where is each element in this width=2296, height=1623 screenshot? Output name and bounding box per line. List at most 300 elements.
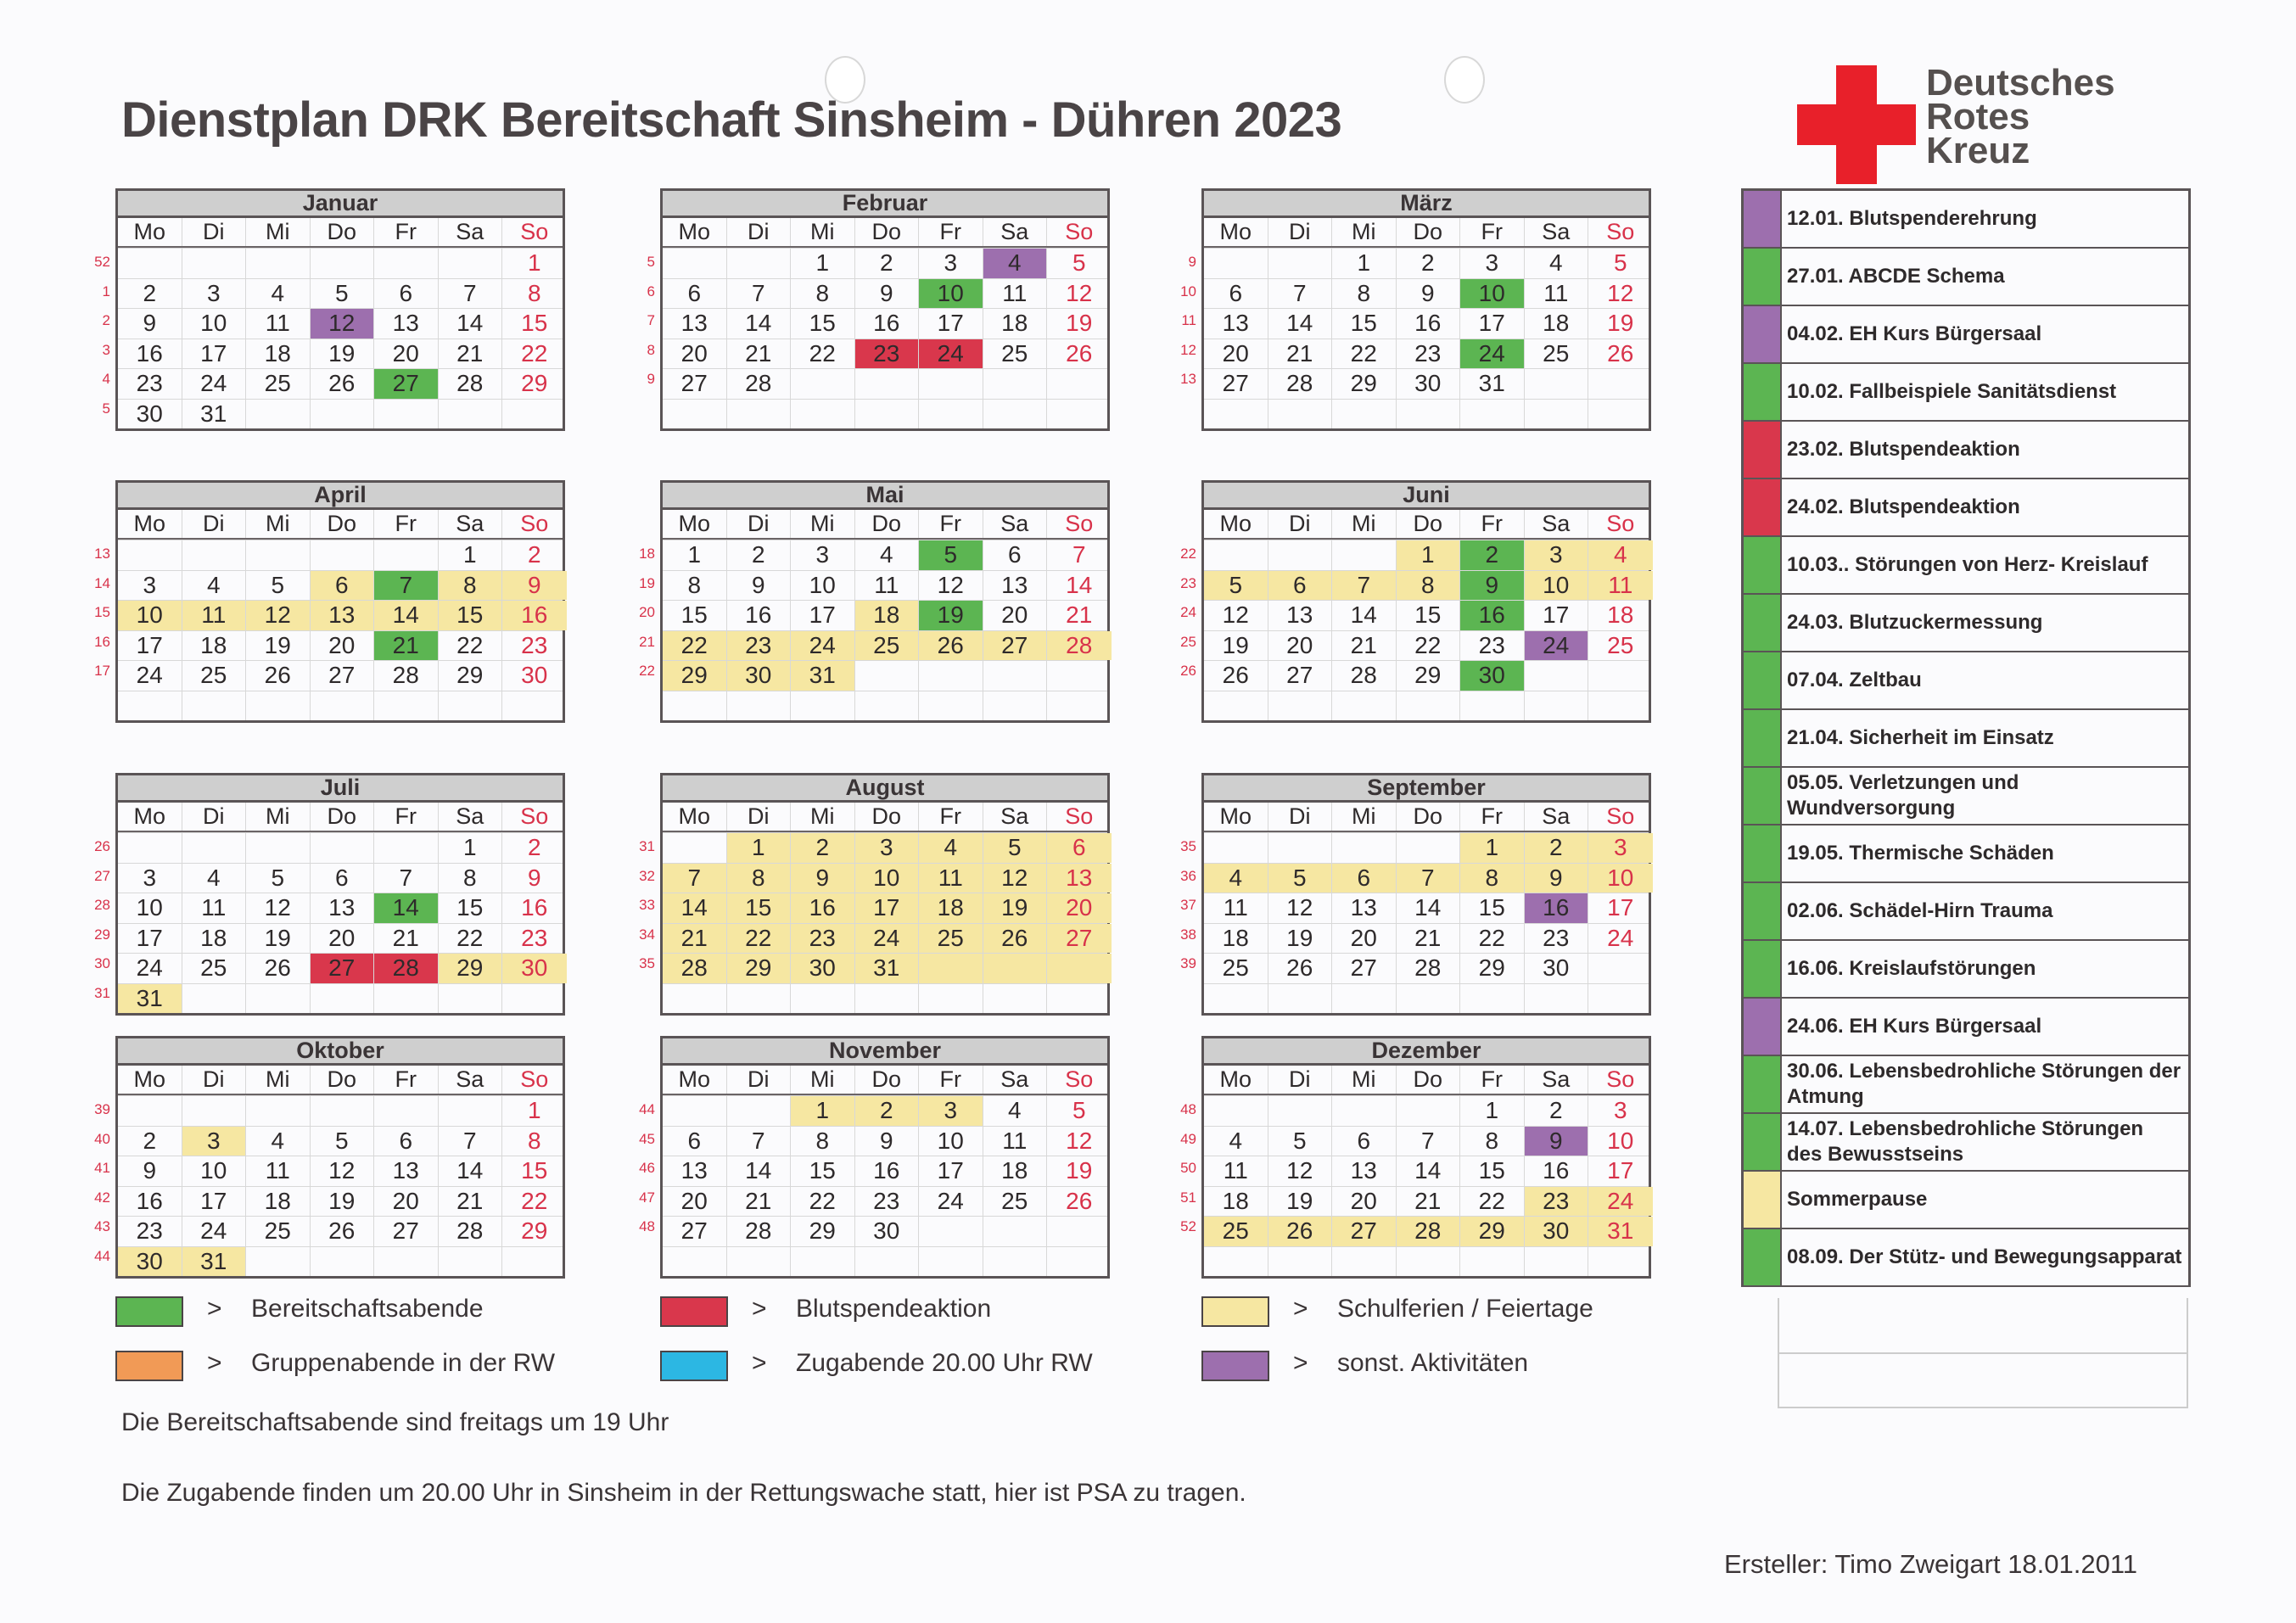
day-cell: 19	[311, 1187, 375, 1217]
event-row	[1744, 1114, 2188, 1172]
empty-day-cell	[1332, 691, 1397, 721]
logo-text	[1926, 62, 2115, 171]
event-color-swatch	[1744, 768, 1782, 824]
day-cell: 27	[1332, 1217, 1397, 1246]
day-cell: 29	[1397, 661, 1461, 691]
day-cell: 14	[1332, 601, 1397, 630]
week-number: 33	[639, 897, 655, 913]
empty-day-cell	[983, 984, 1048, 1014]
day-cell: 29	[1460, 954, 1525, 983]
day-cell: 29	[1460, 1217, 1525, 1246]
day-cell: 17	[182, 339, 247, 369]
empty-day-cell	[727, 249, 792, 278]
day-cell: 5	[1613, 249, 1627, 276]
month-grid	[660, 510, 1110, 723]
empty-day-cell	[855, 400, 920, 429]
day-cell: 4	[1588, 540, 1653, 570]
week-numbers	[1166, 832, 1196, 979]
legend-swatch-red	[660, 1296, 728, 1327]
day-cell: 13	[1047, 864, 1112, 893]
week-number: 32	[639, 867, 655, 884]
day-cell: 9	[1525, 864, 1589, 893]
week-row	[1204, 278, 1649, 309]
empty-day-cell	[1588, 691, 1653, 721]
day-cell: 2	[527, 834, 541, 860]
week-row	[118, 570, 563, 601]
day-cell: 4	[246, 1127, 311, 1156]
week-number: 24	[1180, 604, 1196, 620]
day-cell: 2	[1525, 1096, 1589, 1126]
empty-day-cell	[439, 249, 503, 278]
month-dezember	[1180, 1036, 1651, 1279]
day-cell: 17	[919, 1156, 983, 1186]
day-cell: 9	[1525, 1127, 1589, 1156]
month-grid	[115, 1066, 565, 1279]
month-grid	[1201, 803, 1651, 1016]
event-text: 02.06. Schädel-Hirn Trauma	[1787, 899, 2053, 922]
day-cell: 26	[1268, 954, 1333, 983]
week-number: 9	[647, 371, 655, 387]
empty-day-cell	[1397, 691, 1461, 721]
week-number: 12	[1180, 341, 1196, 358]
day-cell: 1	[791, 1096, 855, 1126]
day-cell: 17	[1607, 1157, 1634, 1184]
event-row	[1744, 1172, 2188, 1229]
day-cell: 21	[1066, 602, 1093, 628]
day-cell: 1	[527, 1097, 541, 1123]
day-cell: 30	[502, 954, 567, 983]
day-cell: 24	[182, 1217, 247, 1246]
weekday-label: So	[520, 1066, 549, 1092]
empty-day-cell	[311, 400, 375, 429]
day-cell: 20	[1268, 631, 1333, 661]
weekday-label: Do	[1397, 218, 1461, 246]
day-cell: 24	[118, 661, 182, 691]
day-cell: 24	[1525, 631, 1589, 661]
day-cell: 30	[521, 662, 548, 688]
day-cell: 23	[855, 1187, 920, 1217]
day-cell: 11	[246, 309, 311, 339]
legend-swatch-orange	[115, 1351, 183, 1381]
day-cell: 13	[1268, 601, 1333, 630]
day-cell: 10	[182, 309, 247, 339]
day-cell: 28	[374, 661, 439, 691]
week-row	[663, 1216, 1107, 1246]
day-cell: 30	[727, 661, 792, 691]
day-cell: 28	[1047, 631, 1112, 661]
day-cell: 7	[439, 1127, 503, 1156]
empty-day-cell	[311, 249, 375, 278]
day-cell: 22	[727, 924, 792, 954]
day-cell: 17	[1525, 601, 1589, 630]
event-color-swatch	[1744, 191, 1782, 247]
empty-day-cell	[1332, 400, 1397, 429]
week-number: 38	[1180, 926, 1196, 943]
week-row	[118, 691, 563, 721]
weekday-label: Mi	[1332, 218, 1397, 246]
page-title: Dienstplan DRK Bereitschaft Sinsheim - Dühren 2023	[121, 92, 1342, 148]
empty-day-cell	[439, 691, 503, 721]
week-numbers	[624, 248, 655, 395]
day-cell: 14	[727, 309, 792, 339]
day-cell: 7	[663, 864, 727, 893]
weekday-label: Di	[182, 1066, 247, 1094]
day-cell: 19	[1204, 631, 1268, 661]
day-cell: 7	[1332, 571, 1397, 601]
day-cell: 6	[983, 540, 1048, 570]
weekday-label: Mo	[663, 1066, 727, 1094]
empty-day-cell	[1460, 691, 1525, 721]
week-row	[1204, 308, 1649, 339]
event-row	[1744, 710, 2188, 768]
empty-day-cell	[663, 1096, 727, 1126]
day-cell: 29	[663, 661, 727, 691]
week-number: 50	[1180, 1160, 1196, 1176]
day-cell: 21	[663, 924, 727, 954]
empty-day-cell	[1204, 1096, 1268, 1126]
day-cell: 27	[663, 1217, 727, 1246]
month-grid	[660, 1066, 1110, 1279]
empty-day-cell	[1268, 1247, 1333, 1277]
weekday-header	[663, 218, 1107, 248]
day-cell: 19	[1607, 310, 1634, 336]
empty-day-cell	[1047, 400, 1112, 429]
week-number: 51	[1180, 1189, 1196, 1206]
day-cell: 9	[791, 864, 855, 893]
empty-day-cell	[311, 833, 375, 863]
week-number: 9	[1188, 254, 1196, 270]
event-text: 12.01. Blutspenderehrung	[1787, 207, 2037, 230]
weekday-label: Di	[182, 803, 247, 831]
day-cell: 26	[983, 924, 1048, 954]
event-text: 24.06. EH Kurs Bürgersaal	[1787, 1015, 2042, 1038]
weekday-label: Do	[855, 1066, 920, 1094]
empty-day-cell	[1204, 984, 1268, 1014]
weekday-label: Sa	[983, 218, 1048, 246]
day-cell: 26	[311, 1217, 375, 1246]
week-row	[1204, 1156, 1649, 1186]
empty-day-cell	[983, 1247, 1048, 1277]
day-cell: 26	[246, 954, 311, 983]
day-cell: 13	[1332, 893, 1397, 923]
week-numbers	[1166, 248, 1196, 395]
week-row	[663, 691, 1107, 721]
day-cell: 1	[439, 540, 503, 570]
month-märz	[1180, 188, 1651, 431]
empty-day-cell	[246, 691, 311, 721]
day-cell: 7	[727, 279, 792, 309]
week-row	[118, 540, 563, 570]
event-color-swatch	[1744, 249, 1782, 305]
week-row	[663, 983, 1107, 1014]
day-cell: 20	[1204, 339, 1268, 369]
day-cell: 29	[1332, 369, 1397, 399]
day-cell: 25	[246, 369, 311, 399]
weekday-label: Mo	[118, 510, 182, 538]
day-cell: 9	[527, 864, 541, 891]
weekday-label: Mo	[1204, 1066, 1268, 1094]
empty-day-cell	[118, 1096, 182, 1126]
empty-day-cell	[983, 1217, 1048, 1246]
month-august	[639, 773, 1110, 1016]
day-cell: 18	[246, 339, 311, 369]
week-row	[663, 540, 1107, 570]
red-cross-logo-icon	[1797, 65, 1916, 184]
event-color-swatch	[1744, 941, 1782, 997]
weekday-label: Mo	[118, 1066, 182, 1094]
weekday-label: Sa	[1525, 510, 1589, 538]
week-number: 10	[1180, 283, 1196, 299]
day-cell: 13	[374, 1156, 439, 1186]
empty-day-cell	[1268, 400, 1333, 429]
empty-day-cell	[1460, 984, 1525, 1014]
empty-day-cell	[1588, 369, 1653, 399]
weekday-label: Do	[311, 803, 375, 831]
week-number: 19	[639, 574, 655, 591]
week-numbers	[1166, 1095, 1196, 1242]
empty-day-cell	[502, 984, 567, 1014]
week-row	[118, 368, 563, 399]
day-cell: 11	[1588, 571, 1653, 601]
day-cell: 11	[1204, 893, 1268, 923]
empty-day-cell	[1525, 984, 1589, 1014]
weekday-label: Di	[182, 218, 247, 246]
weekday-label: Mi	[246, 803, 311, 831]
day-cell: 6	[663, 1127, 727, 1156]
empty-day-cell	[663, 1247, 727, 1277]
day-cell: 9	[502, 571, 567, 601]
note-zugabende: Die Zugabende finden um 20.00 Uhr in Sinsheim in der Rettungswache statt, hier ist PSA zu tragen.	[121, 1479, 1246, 1507]
weekday-label: Mo	[1204, 218, 1268, 246]
day-cell: 14	[1397, 1156, 1461, 1186]
empty-day-cell	[919, 1217, 983, 1246]
empty-day-cell	[1268, 249, 1333, 278]
empty-day-cell	[1397, 1247, 1461, 1277]
week-row	[663, 1095, 1107, 1126]
empty-day-cell	[502, 1247, 567, 1277]
weekday-label: Fr	[374, 218, 439, 246]
event-list-empty-rows	[1778, 1298, 2188, 1408]
day-cell: 14	[439, 1156, 503, 1186]
day-cell: 30	[791, 954, 855, 983]
day-cell: 6	[1268, 571, 1333, 601]
day-cell: 27	[1268, 661, 1333, 691]
weekday-label: Mo	[663, 803, 727, 831]
day-cell: 16	[1397, 309, 1461, 339]
week-number: 36	[1180, 867, 1196, 884]
weekday-label: Di	[1268, 510, 1333, 538]
weekday-label: Di	[1268, 1066, 1333, 1094]
event-row	[1744, 652, 2188, 710]
weekday-label: Mi	[246, 218, 311, 246]
day-cell: 8	[1332, 279, 1397, 309]
week-row	[118, 983, 563, 1014]
month-september	[1180, 773, 1651, 1016]
day-cell: 30	[118, 1247, 182, 1277]
day-cell: 20	[1332, 924, 1397, 954]
day-cell: 18	[983, 1156, 1048, 1186]
day-cell: 18	[182, 631, 247, 661]
weekday-label: Mi	[246, 1066, 311, 1094]
empty-day-cell	[663, 691, 727, 721]
day-cell: 9	[118, 309, 182, 339]
weekday-label: Sa	[1525, 1066, 1589, 1094]
day-cell: 25	[983, 1187, 1048, 1217]
week-number: 28	[94, 897, 110, 913]
day-cell: 10	[791, 571, 855, 601]
day-cell: 29	[439, 954, 503, 983]
event-row	[1744, 306, 2188, 364]
day-cell: 18	[1204, 1187, 1268, 1217]
empty-day-cell	[1397, 1096, 1461, 1126]
weekday-label: Mi	[791, 510, 855, 538]
event-row	[1744, 364, 2188, 422]
note-bereitschaftsabende: Die Bereitschaftsabende sind freitags um 19 Uhr	[121, 1408, 669, 1436]
week-number: 7	[647, 312, 655, 328]
week-number: 47	[639, 1189, 655, 1206]
day-cell: 18	[1607, 602, 1634, 628]
week-row	[663, 660, 1107, 691]
day-cell: 18	[919, 893, 983, 923]
week-number: 22	[639, 663, 655, 679]
day-cell: 15	[791, 309, 855, 339]
month-februar	[647, 188, 1110, 431]
empty-day-cell	[311, 1247, 375, 1277]
weekday-header	[118, 218, 563, 248]
day-cell: 24	[1588, 1187, 1653, 1217]
empty-day-cell	[919, 1247, 983, 1277]
day-cell: 3	[1460, 249, 1525, 278]
day-cell: 23	[118, 369, 182, 399]
empty-day-cell	[246, 249, 311, 278]
empty-day-cell	[1332, 1096, 1397, 1126]
day-cell: 10	[1460, 279, 1525, 309]
day-cell: 20	[374, 1187, 439, 1217]
weekday-label: Do	[855, 803, 920, 831]
day-cell: 31	[118, 984, 182, 1014]
day-cell: 4	[855, 540, 920, 570]
day-cell: 21	[1397, 1187, 1461, 1217]
week-number: 39	[1180, 955, 1196, 971]
week-row	[663, 923, 1107, 954]
week-row	[118, 863, 563, 893]
week-numbers	[80, 540, 110, 686]
weekday-label: Fr	[374, 803, 439, 831]
empty-day-cell	[1047, 954, 1112, 983]
day-cell: 3	[118, 571, 182, 601]
day-cell: 17	[1607, 894, 1634, 921]
empty-day-cell	[1047, 1217, 1112, 1246]
day-cell: 16	[521, 894, 548, 921]
day-cell: 3	[1588, 833, 1653, 863]
event-row	[1744, 1056, 2188, 1114]
week-row	[118, 1186, 563, 1217]
day-cell: 23	[1397, 339, 1461, 369]
weekday-label: Di	[727, 803, 792, 831]
week-row	[1204, 832, 1649, 863]
day-cell: 14	[727, 1156, 792, 1186]
weekday-label: Sa	[439, 218, 503, 246]
day-cell: 5	[1268, 864, 1333, 893]
week-row	[118, 832, 563, 863]
week-row	[1204, 1095, 1649, 1126]
day-cell: 12	[1204, 601, 1268, 630]
day-cell: 30	[1460, 661, 1525, 691]
weekday-label: Fr	[1460, 510, 1525, 538]
empty-day-cell	[311, 540, 375, 570]
weekday-header	[1204, 803, 1649, 832]
weekday-label: Sa	[439, 803, 503, 831]
week-row	[1204, 863, 1649, 893]
week-row	[663, 399, 1107, 429]
event-text: 08.09. Der Stütz- und Bewegungsapparat	[1787, 1245, 2182, 1268]
week-number: 42	[94, 1189, 110, 1206]
month-oktober	[94, 1036, 565, 1279]
day-cell: 20	[983, 601, 1048, 630]
week-number: 34	[639, 926, 655, 943]
day-cell: 3	[182, 279, 247, 309]
day-cell: 22	[791, 1187, 855, 1217]
weekday-label: Mo	[118, 218, 182, 246]
weekday-label: Sa	[983, 1066, 1048, 1094]
day-cell: 7	[1397, 1127, 1461, 1156]
day-cell: 11	[1204, 1156, 1268, 1186]
week-number: 8	[647, 341, 655, 358]
day-cell: 1	[791, 249, 855, 278]
empty-day-cell	[246, 833, 311, 863]
empty-day-cell	[182, 691, 247, 721]
day-cell: 27	[1332, 954, 1397, 983]
week-numbers	[1166, 540, 1196, 686]
day-cell: 16	[118, 339, 182, 369]
empty-day-cell	[983, 661, 1048, 691]
week-row	[118, 893, 563, 923]
day-cell: 2	[791, 833, 855, 863]
day-cell: 13	[374, 309, 439, 339]
empty-day-cell	[1460, 1247, 1525, 1277]
day-cell: 29	[727, 954, 792, 983]
day-cell: 18	[1204, 924, 1268, 954]
empty-day-cell	[1460, 400, 1525, 429]
week-row	[118, 1156, 563, 1186]
empty-day-cell	[663, 833, 727, 863]
weekday-header	[663, 803, 1107, 832]
day-cell: 22	[439, 631, 503, 661]
month-grid	[1201, 218, 1651, 431]
event-color-swatch	[1744, 710, 1782, 766]
day-cell: 4	[1525, 249, 1589, 278]
empty-day-cell	[1204, 540, 1268, 570]
day-cell: 10	[1525, 571, 1589, 601]
day-cell: 24	[182, 369, 247, 399]
empty-day-cell	[983, 400, 1048, 429]
day-cell: 8	[791, 279, 855, 309]
day-cell: 18	[855, 601, 920, 630]
day-cell: 26	[1066, 1187, 1093, 1214]
legend-arrow: >	[752, 1349, 767, 1377]
day-cell: 15	[663, 601, 727, 630]
day-cell: 5	[1072, 1097, 1086, 1123]
week-row	[118, 953, 563, 983]
week-number: 52	[94, 254, 110, 270]
event-list	[1741, 188, 2191, 1287]
week-row	[1204, 953, 1649, 983]
weekday-label: Sa	[1525, 218, 1589, 246]
day-cell: 5	[1072, 249, 1086, 276]
week-row	[118, 1246, 563, 1277]
empty-day-cell	[791, 400, 855, 429]
empty-day-cell	[1588, 984, 1653, 1014]
